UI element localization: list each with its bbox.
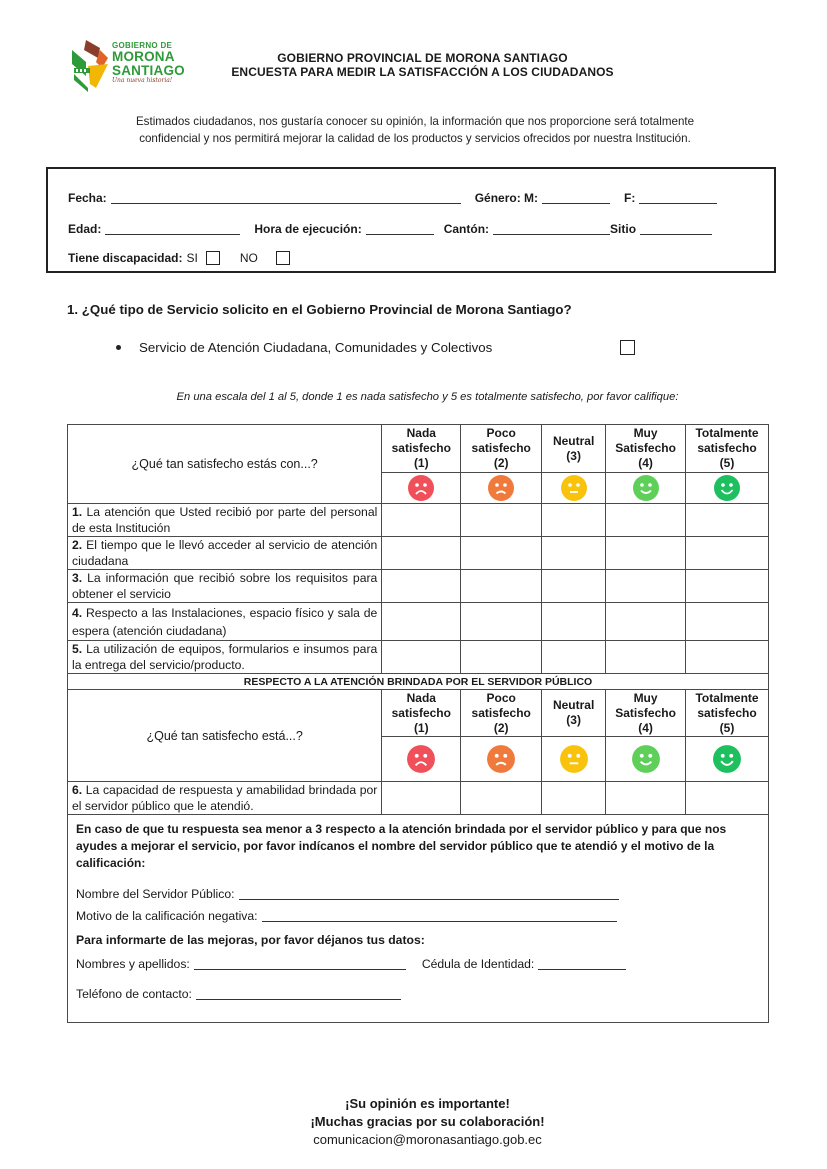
intro-line2: confidencial y nos permitirá mejorar la calidad de los productos y servicios ofrecidos por nuestra Institución. xyxy=(139,132,691,145)
followup-note: En caso de que tu respuesta sea menor a 3 respecto a la atención brindada por el servidor público y para que nos ayudes a mejorar el servicio, por favor indícanos el nombre del servidor público que te atendió y el motivo de la calificación: xyxy=(76,822,727,870)
logo-line2: MORONA xyxy=(112,49,175,64)
rating-cell-4-4[interactable] xyxy=(606,603,686,641)
happy-face-icon xyxy=(631,744,661,774)
rating-cell-1-4[interactable] xyxy=(606,504,686,537)
face-cell-5 xyxy=(686,473,769,504)
row-motivo xyxy=(76,909,621,923)
scale-instruction: En una escala del 1 al 5, donde 1 es nada satisfecho y 5 es totalmente satisfecho, por favor califique: xyxy=(176,391,679,403)
motivo-label: Motivo de la calificación negativa: xyxy=(76,909,258,923)
face-cell-2 xyxy=(461,473,542,504)
hora-label: Hora de ejecución: xyxy=(254,222,362,236)
cedula-field[interactable] xyxy=(538,958,626,970)
table-header-row-2 xyxy=(68,690,769,737)
rating-cell-1-1[interactable] xyxy=(382,504,461,537)
section-title: RESPECTO A LA ATENCIÓN BRINDADA POR EL SERVIDOR PÚBLICO xyxy=(68,674,769,690)
servidor-label: Nombre del Servidor Público: xyxy=(76,887,235,901)
neutral-face-icon xyxy=(560,474,588,502)
happy-face-icon xyxy=(632,474,660,502)
rating-header-2-2: Poco satisfecho (2) xyxy=(461,690,542,737)
section-header-row xyxy=(68,674,769,690)
option-label: Servicio de Atención Ciudadana, Comunidades y Colectivos xyxy=(139,340,493,355)
sitio-field[interactable] xyxy=(640,223,712,235)
row-edad-hora-canton xyxy=(68,222,718,236)
rating-cell-3-4[interactable] xyxy=(606,570,686,603)
telefono-label: Teléfono de contacto: xyxy=(76,987,192,1001)
rating-cell-5-3[interactable] xyxy=(542,641,606,674)
rating-cell-4-3[interactable] xyxy=(542,603,606,641)
footer xyxy=(0,1095,827,1149)
edad-label: Edad: xyxy=(68,222,102,236)
discapacidad-no-checkbox[interactable] xyxy=(276,251,290,265)
rating-cell-4-1[interactable] xyxy=(382,603,461,641)
face-cell-2-5 xyxy=(686,737,769,782)
logo-tagline: Una nueva historia! xyxy=(112,77,173,84)
telefono-field[interactable] xyxy=(196,988,401,1000)
item-3-text: 3. La información que recibió sobre los requisitos para obtener el servicio xyxy=(68,570,382,603)
rating-header-2-3: Neutral (3) xyxy=(542,690,606,737)
rating-cell-4-5[interactable] xyxy=(686,603,769,641)
rating-cell-3-1[interactable] xyxy=(382,570,461,603)
very-happy-face-icon xyxy=(713,474,741,502)
discapacidad-no-label: NO xyxy=(239,251,258,265)
table-row xyxy=(68,504,769,537)
sad-face-icon xyxy=(487,474,515,502)
rating-header-2-1: Nada satisfecho (1) xyxy=(382,690,461,737)
face-cell-1 xyxy=(382,473,461,504)
rating-cell-5-2[interactable] xyxy=(461,641,542,674)
item-1-text: 1. La atención que Usted recibió por parte del personal de esta Institución xyxy=(68,504,382,537)
rating-cell-1-5[interactable] xyxy=(686,504,769,537)
item-5-text: 5. La utilización de equipos, formularios e insumos para la entrega del servicio/producto. xyxy=(68,641,382,674)
bullet-icon xyxy=(116,345,121,350)
canton-label: Cantón: xyxy=(443,222,490,236)
table-row xyxy=(68,603,769,641)
motivo-field[interactable] xyxy=(262,910,617,922)
logo-line1: GOBIERNO DE xyxy=(112,41,173,50)
rating-cell-3-2[interactable] xyxy=(461,570,542,603)
rating-cell-2-3[interactable] xyxy=(542,537,606,570)
page-title xyxy=(0,51,827,79)
fecha-field[interactable] xyxy=(111,192,461,204)
item-6-text: 6. La capacidad de respuesta y amabilidad brindada por el servidor público que le atendió. xyxy=(68,782,382,815)
datos-title: Para informarte de las mejoras, por favor déjanos tus datos: xyxy=(76,933,425,947)
footer-line2: ¡Muchas gracias por su colaboración! xyxy=(310,1114,545,1129)
very-sad-face-icon xyxy=(407,474,435,502)
genero-f-label: F: xyxy=(624,191,636,205)
rating-cell-1-3[interactable] xyxy=(542,504,606,537)
sad-face-icon xyxy=(486,744,516,774)
followup-box xyxy=(67,803,769,1023)
servidor-field[interactable] xyxy=(239,888,619,900)
genero-m-field[interactable] xyxy=(542,192,610,204)
rating-header-2-4: Muy Satisfecho (4) xyxy=(606,690,686,737)
neutral-face-icon xyxy=(559,744,589,774)
rating-cell-4-2[interactable] xyxy=(461,603,542,641)
face-cell-2-4 xyxy=(606,737,686,782)
rating-cell-3-5[interactable] xyxy=(686,570,769,603)
title-line1: GOBIERNO PROVINCIAL DE MORONA SANTIAGO xyxy=(277,51,568,65)
footer-email[interactable]: comunicacion@moronasantiago.gob.ec xyxy=(313,1132,542,1147)
very-sad-face-icon xyxy=(406,744,436,774)
row-telefono xyxy=(76,987,405,1001)
intro-line1: Estimados ciudadanos, nos gustaría conocer su opinión, la información que nos proporcione será totalmente xyxy=(135,115,695,128)
rating-cell-5-5[interactable] xyxy=(686,641,769,674)
nombres-label: Nombres y apellidos: xyxy=(76,957,190,971)
genero-f-field[interactable] xyxy=(639,192,717,204)
table-row xyxy=(68,537,769,570)
item-4-text: 4. Respecto a las Instalaciones, espacio físico y sala de espera (atención ciudadana) xyxy=(68,603,382,641)
face-cell-2-1 xyxy=(382,737,461,782)
table-row xyxy=(68,570,769,603)
sitio-label: Sitio xyxy=(610,222,637,236)
rating-header-4: Muy Satisfecho (4) xyxy=(606,425,686,473)
question-header: ¿Qué tan satisfecho estás con...? xyxy=(68,425,382,504)
personal-data-box xyxy=(46,167,776,273)
rating-table xyxy=(67,424,769,815)
rating-cell-3-3[interactable] xyxy=(542,570,606,603)
rating-header-1: Nada satisfecho (1) xyxy=(382,425,461,473)
question-1-option xyxy=(116,340,492,355)
table-row xyxy=(68,641,769,674)
discapacidad-si-checkbox[interactable] xyxy=(206,251,220,265)
face-cell-2-2 xyxy=(461,737,542,782)
hora-field[interactable] xyxy=(366,223,434,235)
cedula-label: Cédula de Identidad: xyxy=(421,957,535,971)
logo-line3: SANTIAGO xyxy=(112,62,185,78)
discapacidad-si-label: SI xyxy=(186,251,198,265)
rating-cell-5-1[interactable] xyxy=(382,641,461,674)
rating-cell-2-4[interactable] xyxy=(606,537,686,570)
rating-header-2-5: Totalmente satisfecho (5) xyxy=(686,690,769,737)
rating-header-2: Poco satisfecho (2) xyxy=(461,425,542,473)
rating-cell-2-1[interactable] xyxy=(382,537,461,570)
rating-header-5: Totalmente satisfecho (5) xyxy=(686,425,769,473)
face-cell-3 xyxy=(542,473,606,504)
genero-m-label: Género: M: xyxy=(474,191,539,205)
question-1: 1. ¿Qué tipo de Servicio solicito en el Gobierno Provincial de Morona Santiago? xyxy=(67,302,572,317)
face-cell-2-3 xyxy=(542,737,606,782)
fecha-label: Fecha: xyxy=(68,191,107,205)
title-line2: ENCUESTA PARA MEDIR LA SATISFACCIÓN A LOS CIUDADANOS xyxy=(231,65,614,79)
row-servidor xyxy=(76,887,623,901)
intro-paragraph xyxy=(60,113,770,147)
rating-header-3: Neutral (3) xyxy=(542,425,606,473)
row-nombres-cedula xyxy=(76,957,630,971)
row-discapacidad xyxy=(68,251,294,265)
edad-field[interactable] xyxy=(105,223,240,235)
table-header-row xyxy=(68,425,769,473)
item-2-text: 2. El tiempo que le llevó acceder al servicio de atención ciudadana xyxy=(68,537,382,570)
nombres-field[interactable] xyxy=(194,958,406,970)
question-header-2: ¿Qué tan satisfecho está...? xyxy=(68,690,382,782)
option-checkbox[interactable] xyxy=(620,340,635,355)
rating-cell-2-2[interactable] xyxy=(461,537,542,570)
canton-field[interactable] xyxy=(493,223,610,235)
rating-cell-2-5[interactable] xyxy=(686,537,769,570)
discapacidad-label: Tiene discapacidad: xyxy=(68,251,183,265)
face-cell-4 xyxy=(606,473,686,504)
row-fecha-genero xyxy=(68,191,723,205)
footer-line1: ¡Su opinión es importante! xyxy=(345,1096,510,1111)
very-happy-face-icon xyxy=(712,744,742,774)
rating-cell-1-2[interactable] xyxy=(461,504,542,537)
rating-cell-5-4[interactable] xyxy=(606,641,686,674)
